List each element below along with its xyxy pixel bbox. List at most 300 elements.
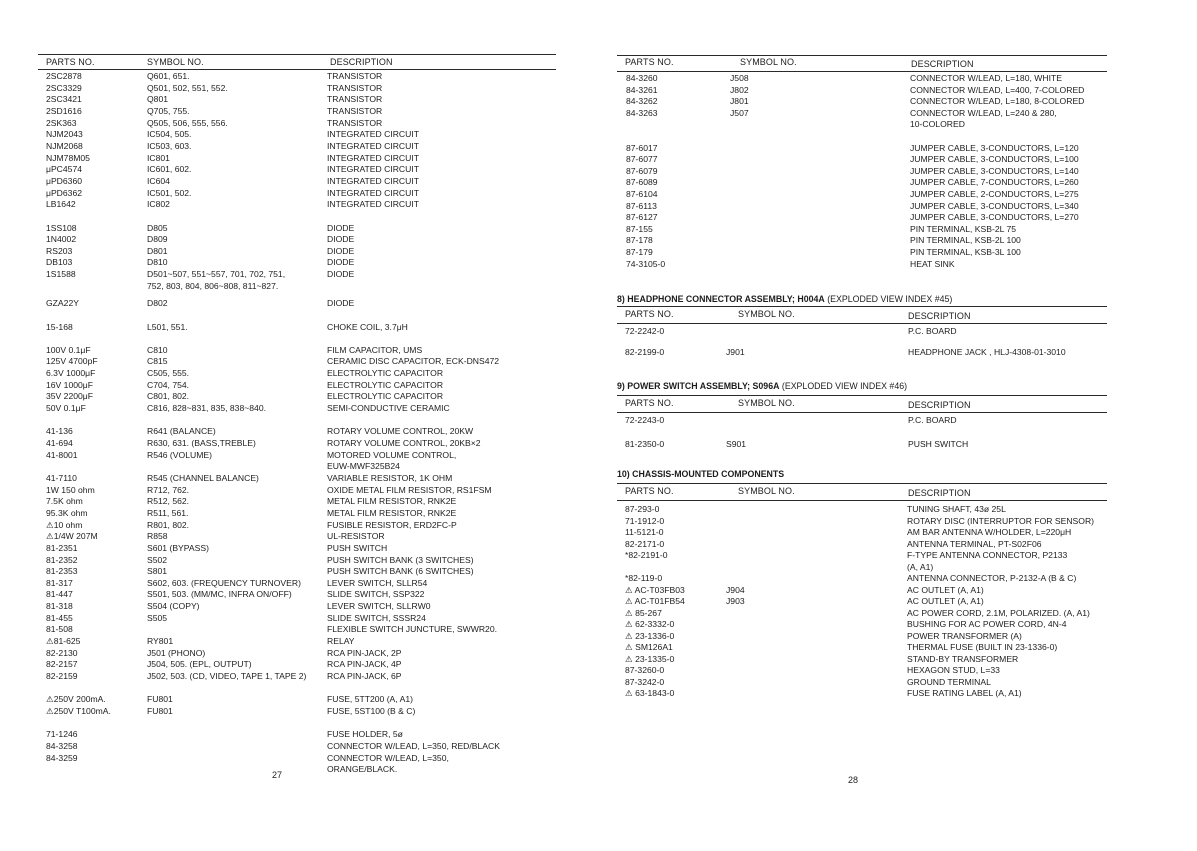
description-cell: FUSE, 5ST100 (B & C) bbox=[327, 705, 416, 716]
table-row bbox=[0, 403, 598, 415]
part-number-cell: ⚠ 62-3332-0 bbox=[625, 619, 675, 629]
section-title-bold: 9) POWER SWITCH ASSEMBLY; S096A bbox=[617, 381, 780, 391]
symbol-number-cell: D501~507, 551~557, 701, 702, 751, bbox=[147, 269, 286, 280]
part-number-cell: 95.3K ohm bbox=[46, 507, 88, 518]
description-cell: RELAY bbox=[327, 636, 355, 646]
part-number-cell: *82-119-0 bbox=[625, 573, 663, 583]
symbol-number-cell: R630, 631. (BASS,TREBLE) bbox=[147, 438, 256, 448]
symbol-number-cell: R641 (BALANCE) bbox=[147, 426, 216, 437]
table-row bbox=[0, 543, 598, 555]
symbol-number-cell: IC601, 602. bbox=[147, 164, 192, 175]
description-cell: PUSH SWITCH BANK (3 SWITCHES) bbox=[327, 554, 474, 565]
table-row bbox=[598, 73, 1197, 85]
table-row bbox=[598, 235, 1197, 247]
table-row bbox=[598, 119, 1197, 131]
symbol-number-cell: C801, 802. bbox=[147, 391, 190, 402]
symbol-number-cell: R512, 562. bbox=[147, 496, 190, 507]
part-number-cell: 87-6079 bbox=[626, 165, 658, 176]
symbol-number-cell: Q601, 651. bbox=[147, 71, 190, 81]
symbol-number-cell: S504 (COPY) bbox=[147, 601, 200, 612]
part-number-cell: ⚠10 ohm bbox=[46, 519, 83, 530]
table-row bbox=[598, 527, 1197, 539]
symbol-number-cell: Q705, 755. bbox=[147, 106, 190, 116]
section8-header-parts-no: PARTS NO. bbox=[625, 309, 674, 319]
table-row bbox=[598, 516, 1197, 528]
description-cell: CONNECTOR W/LEAD, L=180, WHITE bbox=[910, 73, 1062, 83]
part-number-cell: 16V 1000μF bbox=[46, 379, 93, 390]
table-row bbox=[598, 573, 1197, 585]
table-row bbox=[0, 613, 598, 625]
table-row bbox=[0, 153, 598, 165]
part-number-cell: 87-155 bbox=[626, 223, 653, 234]
description-cell: JUMPER CABLE, 3-CONDUCTORS, L=270 bbox=[910, 212, 1079, 223]
table-row bbox=[598, 201, 1197, 213]
part-number-cell: 87-6104 bbox=[626, 189, 658, 199]
table-row bbox=[0, 356, 598, 368]
part-number-cell: 7.5K ohm bbox=[46, 496, 83, 507]
section9-rule-top bbox=[617, 395, 1107, 396]
part-number-cell: NJM2043 bbox=[46, 129, 83, 140]
table-row bbox=[0, 246, 598, 258]
part-number-cell: 82-2199-0 bbox=[625, 347, 665, 357]
description-cell: TUNING SHAFT, 43ø 25L bbox=[907, 504, 1006, 514]
symbol-number-cell: D801 bbox=[147, 245, 168, 256]
part-number-cell: 35V 2200μF bbox=[46, 391, 93, 402]
description-cell: HEAT SINK bbox=[910, 258, 955, 269]
table-row bbox=[598, 562, 1197, 574]
description-cell: HEXAGON STUD, L=33 bbox=[907, 665, 1000, 675]
description-cell: DIODE bbox=[327, 234, 355, 245]
part-number-cell: 72-2242-0 bbox=[625, 326, 665, 336]
description-cell: INTEGRATED CIRCUIT bbox=[327, 164, 419, 175]
description-cell: DIODE bbox=[327, 222, 355, 233]
section8-header-symbol-no: SYMBOL NO. bbox=[738, 309, 795, 319]
symbol-number-cell: IC801 bbox=[147, 152, 170, 163]
symbol-number-cell: Q801 bbox=[147, 94, 169, 105]
description-cell: FUSE, 5TT200 (A, A1) bbox=[327, 694, 413, 705]
description-cell: PIN TERMINAL, KSB-3L 100 bbox=[910, 247, 1021, 257]
part-number-cell: 71-1912-0 bbox=[625, 515, 665, 526]
symbol-number-cell: C815 bbox=[147, 356, 168, 367]
description-cell: PIN TERMINAL, KSB-2L 75 bbox=[910, 223, 1017, 234]
part-number-cell: 82-2171-0 bbox=[625, 538, 665, 549]
part-number-cell: 81-2350-0 bbox=[625, 438, 665, 449]
header-rule-bottom bbox=[617, 71, 1107, 72]
part-number-cell: 11-5121-0 bbox=[625, 527, 664, 537]
description-cell: INTEGRATED CIRCUIT bbox=[327, 175, 419, 186]
symbol-number-cell: S501, 503. (MM/MC, INFRA ON/OFF) bbox=[147, 589, 292, 600]
description-cell: SLIDE SWITCH, SSSR24 bbox=[327, 612, 426, 623]
symbol-number-cell: D805 bbox=[147, 222, 168, 233]
description-cell: ANTENNA TERMINAL, PT-S02F06 bbox=[907, 538, 1042, 549]
table-row bbox=[598, 189, 1197, 201]
part-number-cell: 50V 0.1μF bbox=[46, 403, 86, 413]
description-cell: SLIDE SWITCH, SSP322 bbox=[327, 589, 425, 600]
table-row bbox=[598, 154, 1197, 166]
description-cell: FUSE HOLDER, 5ø bbox=[327, 729, 403, 740]
part-number-cell: RS203 bbox=[46, 245, 73, 256]
table-row bbox=[0, 694, 598, 706]
symbol-number-cell: D809 bbox=[147, 234, 168, 245]
part-number-cell: ⚠ 63-1843-0 bbox=[625, 688, 675, 698]
part-number-cell: 81-318 bbox=[46, 601, 73, 612]
description-cell: ORANGE/BLACK. bbox=[327, 764, 398, 775]
description-cell: PUSH SWITCH BANK (6 SWITCHES) bbox=[327, 566, 474, 577]
symbol-number-cell: J903 bbox=[726, 596, 745, 606]
description-cell: P.C. BOARD bbox=[908, 415, 957, 425]
symbol-number-cell: IC604 bbox=[147, 175, 170, 186]
table-row bbox=[0, 496, 598, 508]
header-description: DESCRIPTION bbox=[911, 59, 974, 69]
description-cell: JUMPER CABLE, 3-CONDUCTORS, L=100 bbox=[910, 154, 1079, 165]
symbol-number-cell: IC802 bbox=[147, 199, 170, 210]
table-row bbox=[598, 259, 1197, 271]
part-number-cell: 1S1588 bbox=[46, 269, 76, 280]
symbol-number-cell: Q501, 502, 551, 552. bbox=[147, 82, 228, 93]
part-number-cell: 81-508 bbox=[46, 624, 73, 635]
description-cell: AC OUTLET (A, A1) bbox=[907, 596, 984, 606]
symbol-number-cell: J501 (PHONO) bbox=[147, 647, 206, 658]
header-rule-top bbox=[38, 54, 556, 55]
section9-header-symbol-no: SYMBOL NO. bbox=[738, 398, 795, 408]
part-number-cell: 81-447 bbox=[46, 589, 73, 600]
part-number-cell: *82-2191-0 bbox=[625, 550, 668, 560]
description-cell: INTEGRATED CIRCUIT bbox=[327, 199, 419, 210]
table-row bbox=[598, 677, 1197, 689]
table-row bbox=[0, 508, 598, 520]
description-cell: ROTARY VOLUME CONTROL, 20KB×2 bbox=[327, 438, 481, 448]
description-cell: FUSE RATING LABEL (A, A1) bbox=[907, 688, 1022, 698]
part-number-cell: 82-2130 bbox=[46, 647, 78, 658]
description-cell: TRANSISTOR bbox=[327, 82, 383, 93]
description-cell: CONNECTOR W/LEAD, L=350, RED/BLACK bbox=[327, 740, 500, 751]
table-row bbox=[0, 176, 598, 188]
symbol-number-cell: C505, 555. bbox=[147, 368, 190, 379]
description-cell: 10-COLORED bbox=[910, 119, 965, 130]
part-number-cell: ⚠ SM126A1 bbox=[625, 642, 673, 652]
description-cell: VARIABLE RESISTOR, 1K OHM bbox=[327, 472, 453, 483]
description-cell: STAND-BY TRANSFORMER bbox=[907, 653, 1019, 664]
symbol-number-cell: R511, 561. bbox=[147, 507, 189, 518]
description-cell: THERMAL FUSE (BUILT IN 23-1336-0) bbox=[907, 642, 1058, 652]
part-number-cell: 87-293-0 bbox=[625, 504, 660, 514]
table-row bbox=[598, 504, 1197, 516]
symbol-number-cell: C816, 828~831, 835, 838~840. bbox=[147, 403, 266, 413]
description-cell: RCA PIN-JACK, 4P bbox=[327, 659, 402, 670]
left-page bbox=[0, 0, 598, 851]
description-cell: JUMPER CABLE, 3-CONDUCTORS, L=140 bbox=[910, 165, 1079, 176]
part-number-cell: 87-6113 bbox=[626, 200, 657, 211]
part-number-cell: 2SD1616 bbox=[46, 106, 82, 116]
description-cell: FUSIBLE RESISTOR, ERD2FC-P bbox=[327, 519, 457, 530]
table-row bbox=[0, 234, 598, 246]
description-cell: LEVER SWITCH, SLLR54 bbox=[327, 577, 428, 588]
header-parts-no: PARTS NO. bbox=[46, 57, 95, 67]
page-number: 27 bbox=[272, 770, 283, 780]
part-number-cell: 87-6127 bbox=[626, 212, 658, 223]
description-cell: HEADPHONE JACK , HLJ-4308-01-3010 bbox=[908, 347, 1066, 357]
symbol-number-cell: S801 bbox=[147, 566, 168, 577]
description-cell: AM BAR ANTENNA W/HOLDER, L=220μH bbox=[907, 527, 1072, 537]
part-number-cell: DB103 bbox=[46, 257, 73, 268]
part-number-cell: 87-178 bbox=[626, 235, 653, 246]
table-row bbox=[0, 485, 598, 497]
description-cell: GROUND TERMINAL bbox=[907, 676, 991, 687]
part-number-cell: NJM78M05 bbox=[46, 152, 90, 163]
table-row bbox=[598, 619, 1197, 631]
table-row bbox=[0, 281, 598, 293]
table-row bbox=[598, 224, 1197, 236]
part-number-cell: 84-3261 bbox=[626, 84, 658, 95]
description-cell: INTEGRATED CIRCUIT bbox=[327, 129, 419, 140]
table-row bbox=[598, 539, 1197, 551]
description-cell: EUW-MWF325B24 bbox=[327, 461, 400, 472]
header-rule-bottom bbox=[38, 69, 556, 70]
description-cell: POWER TRANSFORMER (A) bbox=[907, 630, 1022, 641]
part-number-cell: μPC4574 bbox=[46, 164, 83, 175]
symbol-number-cell: S901 bbox=[726, 438, 747, 449]
table-row bbox=[0, 601, 598, 613]
table-row bbox=[598, 439, 1197, 451]
part-number-cell: 81-2352 bbox=[46, 554, 78, 565]
section8-header-description: DESCRIPTION bbox=[908, 311, 971, 321]
part-number-cell: 2SK363 bbox=[46, 117, 77, 128]
part-number-cell: 125V 4700pF bbox=[46, 356, 98, 367]
table-row bbox=[0, 129, 598, 141]
part-number-cell: ⚠250V 200mA. bbox=[46, 694, 106, 705]
section10-header-description: DESCRIPTION bbox=[908, 488, 971, 498]
page-number: 28 bbox=[848, 775, 859, 785]
table-row bbox=[598, 143, 1197, 155]
table-row bbox=[0, 636, 598, 648]
part-number-cell: 82-2159 bbox=[46, 671, 78, 681]
description-cell: TRANSISTOR bbox=[327, 117, 383, 128]
part-number-cell: ⚠ 23-1335-0 bbox=[625, 653, 675, 664]
table-row bbox=[598, 631, 1197, 643]
description-cell: RCA PIN-JACK, 6P bbox=[327, 671, 402, 681]
symbol-number-cell: D810 bbox=[147, 257, 168, 268]
description-cell: CONNECTOR W/LEAD, L=350, bbox=[327, 752, 449, 763]
section-title-headphone-assembly bbox=[617, 294, 952, 304]
part-number-cell: 1N4002 bbox=[46, 234, 77, 245]
description-cell: METAL FILM RESISTOR, RNK2E bbox=[327, 496, 457, 507]
symbol-number-cell: IC501, 502. bbox=[147, 187, 192, 198]
table-row bbox=[0, 438, 598, 450]
part-number-cell: ⚠ AC-T01FB54 bbox=[625, 596, 685, 606]
description-cell: FLEXIBLE SWITCH JUNCTURE, SWWR20. bbox=[327, 624, 497, 635]
table-row bbox=[0, 298, 598, 310]
table-row bbox=[598, 85, 1197, 97]
description-cell: ELECTROLYTIC CAPACITOR bbox=[327, 368, 444, 379]
table-row bbox=[0, 118, 598, 130]
table-row bbox=[0, 269, 598, 281]
symbol-number-cell: L501, 551. bbox=[147, 321, 188, 332]
part-number-cell: 81-455 bbox=[46, 612, 73, 623]
table-row bbox=[598, 642, 1197, 654]
description-cell: CONNECTOR W/LEAD, L=400, 7-COLORED bbox=[910, 84, 1085, 95]
header-description: DESCRIPTION bbox=[330, 57, 393, 67]
part-number-cell: 84-3262 bbox=[626, 96, 658, 107]
table-row bbox=[0, 473, 598, 485]
table-row bbox=[0, 741, 598, 753]
table-row bbox=[0, 257, 598, 269]
description-cell: F-TYPE ANTENNA CONNECTOR, P2133 bbox=[907, 550, 1068, 560]
table-row bbox=[598, 108, 1197, 120]
part-number-cell: ⚠ 23-1336-0 bbox=[625, 630, 675, 641]
part-number-cell: 41-8001 bbox=[46, 449, 78, 460]
table-row bbox=[0, 345, 598, 357]
description-cell: FILM CAPACITOR, UMS bbox=[327, 344, 423, 355]
part-number-cell: ⚠ AC-T03FB03 bbox=[625, 584, 685, 595]
description-cell: BUSHING FOR AC POWER CORD, 4N-4 bbox=[907, 619, 1067, 629]
table-row bbox=[0, 71, 598, 83]
part-number-cell: ⚠ 85-267 bbox=[625, 607, 662, 618]
description-cell: JUMPER CABLE, 3-CONDUCTORS, L=120 bbox=[910, 142, 1079, 153]
description-cell: METAL FILM RESISTOR, RNK2E bbox=[327, 507, 457, 518]
part-number-cell: 87-6077 bbox=[626, 154, 658, 165]
table-row bbox=[598, 347, 1197, 359]
description-cell: JUMPER CABLE, 2-CONDUCTORS, L=275 bbox=[910, 189, 1079, 199]
table-row bbox=[0, 450, 598, 462]
description-cell: CONNECTOR W/LEAD, L=180, 8-COLORED bbox=[910, 96, 1085, 107]
table-row bbox=[598, 608, 1197, 620]
table-row bbox=[598, 688, 1197, 700]
table-row bbox=[0, 322, 598, 334]
description-cell: (A, A1) bbox=[907, 561, 934, 572]
section-title-bold: 10) CHASSIS-MOUNTED COMPONENTS bbox=[617, 469, 785, 479]
table-row bbox=[0, 141, 598, 153]
symbol-number-cell: J904 bbox=[726, 584, 745, 595]
section10-rule-top bbox=[617, 483, 1107, 484]
symbol-number-cell: J801 bbox=[730, 96, 749, 107]
table-row bbox=[0, 578, 598, 590]
table-row bbox=[0, 106, 598, 118]
description-cell: INTEGRATED CIRCUIT bbox=[327, 187, 419, 198]
table-row bbox=[0, 83, 598, 95]
right-page bbox=[598, 0, 1197, 851]
symbol-number-cell: J802 bbox=[730, 84, 749, 95]
symbol-number-cell: J901 bbox=[726, 347, 745, 357]
symbol-number-cell: S502 bbox=[147, 554, 168, 565]
symbol-number-cell: J502, 503. (CD, VIDEO, TAPE 1, TAPE 2) bbox=[147, 671, 307, 681]
table-row bbox=[0, 199, 598, 211]
description-cell: AC OUTLET (A, A1) bbox=[907, 584, 984, 595]
description-cell: P.C. BOARD bbox=[908, 326, 957, 336]
part-number-cell: 41-694 bbox=[46, 438, 73, 448]
part-number-cell: μPD6360 bbox=[46, 175, 83, 186]
symbol-number-cell: S601 (BYPASS) bbox=[147, 542, 209, 553]
symbol-number-cell: J508 bbox=[730, 73, 749, 83]
section9-rule-bottom bbox=[617, 412, 1107, 413]
table-row bbox=[0, 368, 598, 380]
section-title-rest: (EXPLODED VIEW INDEX #46) bbox=[779, 381, 908, 391]
part-number-cell: 1W 150 ohm bbox=[46, 484, 95, 495]
part-number-cell: 41-7110 bbox=[46, 472, 77, 483]
table-row bbox=[0, 555, 598, 567]
symbol-number-cell: RY801 bbox=[147, 636, 174, 646]
description-cell: JUMPER CABLE, 3-CONDUCTORS, L=340 bbox=[910, 200, 1079, 211]
description-cell: UL-RESISTOR bbox=[327, 531, 385, 542]
part-number-cell: ⚠1/4W 207M bbox=[46, 531, 98, 542]
section9-header-parts-no: PARTS NO. bbox=[625, 398, 674, 408]
part-number-cell: 71-1246 bbox=[46, 729, 78, 740]
table-row bbox=[0, 520, 598, 532]
description-cell: ELECTROLYTIC CAPACITOR bbox=[327, 379, 444, 390]
section-title-power-switch-assembly bbox=[617, 381, 907, 391]
part-number-cell: ⚠250V T100mA. bbox=[46, 705, 111, 716]
symbol-number-cell: IC504, 505. bbox=[147, 129, 192, 140]
symbol-number-cell: 752, 803, 804, 806~808, 811~827. bbox=[147, 280, 279, 291]
part-number-cell: 1SS108 bbox=[46, 222, 77, 233]
description-cell: ROTARY DISC (INTERRUPTOR FOR SENSOR) bbox=[907, 515, 1095, 526]
table-row bbox=[0, 531, 598, 543]
table-row bbox=[598, 166, 1197, 178]
section-title-rest: (EXPLODED VIEW INDEX #45) bbox=[824, 294, 953, 304]
symbol-number-cell: J507 bbox=[730, 107, 749, 118]
description-cell: CHOKE COIL, 3.7μH bbox=[327, 321, 408, 332]
description-cell: SEMI-CONDUCTIVE CERAMIC bbox=[327, 403, 450, 413]
description-cell: DIODE bbox=[327, 257, 355, 268]
table-row bbox=[0, 94, 598, 106]
table-row bbox=[0, 764, 598, 776]
section8-rule-top bbox=[617, 306, 1107, 307]
part-number-cell: 2SC2878 bbox=[46, 71, 82, 81]
symbol-number-cell: FU801 bbox=[147, 694, 173, 705]
symbol-number-cell: R712, 762. bbox=[147, 484, 190, 495]
description-cell: OXIDE METAL FILM RESISTOR, RS1FSM bbox=[327, 484, 492, 495]
part-number-cell: 87-3260-0 bbox=[625, 665, 665, 675]
part-number-cell: 87-6089 bbox=[626, 177, 658, 188]
description-cell: PUSH SWITCH bbox=[908, 438, 969, 449]
table-row bbox=[0, 706, 598, 718]
table-row bbox=[598, 96, 1197, 108]
symbol-number-cell: R858 bbox=[147, 531, 168, 542]
part-number-cell: 87-179 bbox=[626, 247, 653, 257]
table-row bbox=[598, 654, 1197, 666]
part-number-cell: 81-317 bbox=[46, 577, 73, 588]
table-row bbox=[598, 326, 1197, 338]
symbol-number-cell: C810 bbox=[147, 344, 168, 355]
section10-header-parts-no: PARTS NO. bbox=[625, 486, 674, 496]
table-row bbox=[598, 247, 1197, 259]
part-number-cell: 82-2157 bbox=[46, 659, 78, 670]
symbol-number-cell: FU801 bbox=[147, 705, 173, 716]
table-row bbox=[598, 415, 1197, 427]
section-title-chassis-components bbox=[617, 469, 784, 479]
table-row bbox=[0, 566, 598, 578]
description-cell: DIODE bbox=[327, 245, 355, 256]
part-number-cell: 2SC3329 bbox=[46, 82, 82, 93]
description-cell: PUSH SWITCH bbox=[327, 542, 388, 553]
table-row bbox=[0, 624, 598, 636]
part-number-cell: 81-2351 bbox=[46, 542, 78, 553]
symbol-number-cell: R801, 802. bbox=[147, 519, 190, 530]
description-cell: ANTENNA CONNECTOR, P-2132-A (B & C) bbox=[907, 573, 1077, 583]
table-row bbox=[0, 648, 598, 660]
description-cell: INTEGRATED CIRCUIT bbox=[327, 140, 419, 151]
symbol-number-cell: S505 bbox=[147, 612, 168, 623]
symbol-number-cell: D802 bbox=[147, 298, 168, 309]
part-number-cell: GZA22Y bbox=[46, 298, 79, 309]
description-cell: TRANSISTOR bbox=[327, 106, 383, 116]
part-number-cell: 81-2353 bbox=[46, 566, 78, 577]
table-row bbox=[598, 177, 1197, 189]
section8-rule-bottom bbox=[617, 323, 1107, 324]
part-number-cell: 2SC3421 bbox=[46, 94, 82, 105]
part-number-cell: 15-168 bbox=[46, 321, 73, 332]
part-number-cell: 84-3258 bbox=[46, 740, 78, 751]
symbol-number-cell: J504, 505. (EPL, OUTPUT) bbox=[147, 659, 252, 670]
